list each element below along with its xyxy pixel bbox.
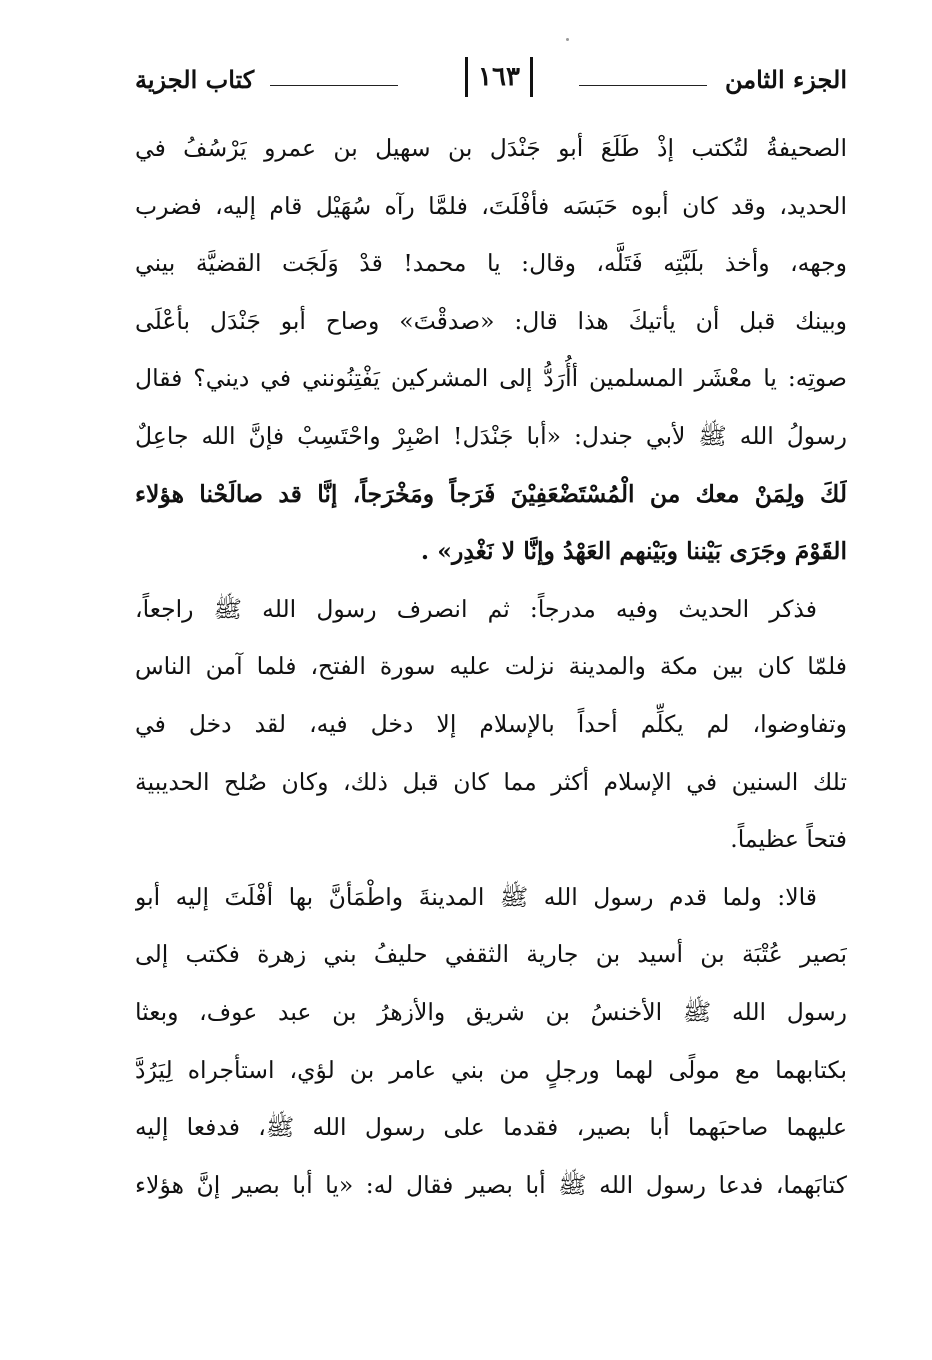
- text-line: فتحاً عظيماً.: [730, 825, 847, 854]
- hadith-quote-line: القَوْمَ وجَرَى بَيْننا وبَيْنهم العَهْدُ وإنَّا لا نَغْدِر» .: [420, 537, 847, 566]
- paragraph-1: [135, 120, 847, 581]
- text-line: وبينك قبل أن يأتيكَ هذا قال: «صدقْتَ» وصاح أبو جَنْدَل بأعْلَى: [135, 306, 847, 335]
- paragraph-2: [135, 581, 847, 869]
- text-line: بَصير عُتْبَة بن أسيد بن جارية الثقفي حليفُ بني زهرة فكتب إلى: [135, 940, 847, 969]
- paragraph-3: [135, 869, 847, 1215]
- text-line: الصحيفةُ لتُكتب إذْ طَلَعَ أبو جَنْدَل بن سهيل بن عمرو يَرْسُفُ في: [135, 134, 847, 162]
- text-line: وتفاوضوا، لم يكلِّم أحداً بالإسلام إلا دخل فيه، لقد دخل في: [135, 709, 847, 738]
- text-line: وجهه، وأخذ بلَبَّتِه فَتَلَّه، وقال: يا محمد! قدْ وَلَجَت القضيَّة بيني: [135, 249, 847, 278]
- text-line: بكتابهما مع مولًى لهما ورجلٍ من بني عامر بن لؤي، استأجراه لِيَرُدَّ: [135, 1055, 847, 1084]
- page-body: [135, 120, 847, 1214]
- text-line: عليهما صاحبَهما أبا بصير، فقدما على رسول الله ﷺ، فدفعا إليه: [135, 1113, 847, 1142]
- hadith-quote-line: لَكَ ولِمَنْ معك من الْمُسْتَضْعَفِيْنَ فَرَجاً ومَخْرَجاً، إنَّا قد صالَحْنا هؤلاء: [135, 479, 847, 508]
- header-part-label: الجزء الثامن: [724, 65, 847, 94]
- page-number: ١٦٣: [465, 57, 533, 97]
- header-rule-right: [579, 85, 707, 86]
- scan-speck: [566, 38, 569, 41]
- running-header: [135, 55, 847, 111]
- header-book-title: كتاب الجزية: [135, 65, 255, 94]
- header-rule-left: [270, 85, 398, 86]
- text-line: الحديد، وقد كان أبوه حَبَسَه فأفْلَتَ، فلمَّا رآه سُهَيْل قام إليه، فضرب: [135, 191, 847, 220]
- text-line: كتابَهما، فدعا رسول الله ﷺ أبا بصير فقال له: «يا أبا بصير إنَّ هؤلاء: [135, 1170, 847, 1199]
- text-line: فذكر الحديث وفيه مدرجاً: ثم انصرف رسول الله ﷺ راجعاً،: [135, 594, 817, 623]
- text-line: تلك السنين في الإسلام أكثر مما كان قبل ذلك، وكان صُلح الحديبية: [135, 767, 847, 796]
- text-line: صوتِه: يا معْشَر المسلمين أأُرَدُّ إلى المشركين يَفْتِنُونني في ديني؟ فقال: [135, 364, 847, 393]
- text-line: قالا: ولما قدم رسول الله ﷺ المدينةَ واطْمَأنَّ بها أفْلَتَ إليه أبو: [135, 882, 817, 911]
- text-line: فلمّا كان بين مكة والمدينة نزلت عليه سورة الفتح، فلما آمن الناس: [135, 652, 847, 681]
- text-line: رسولُ الله ﷺ لأبي جندل: «أبا جَنْدَل! اصْبِرْ واحْتَسِبْ فإنَّ الله جاعِلٌ: [135, 421, 847, 450]
- text-line: رسول الله ﷺ الأخنسُ بن شريق والأزهرُ بن عبد عوف، وبعثا: [135, 997, 847, 1026]
